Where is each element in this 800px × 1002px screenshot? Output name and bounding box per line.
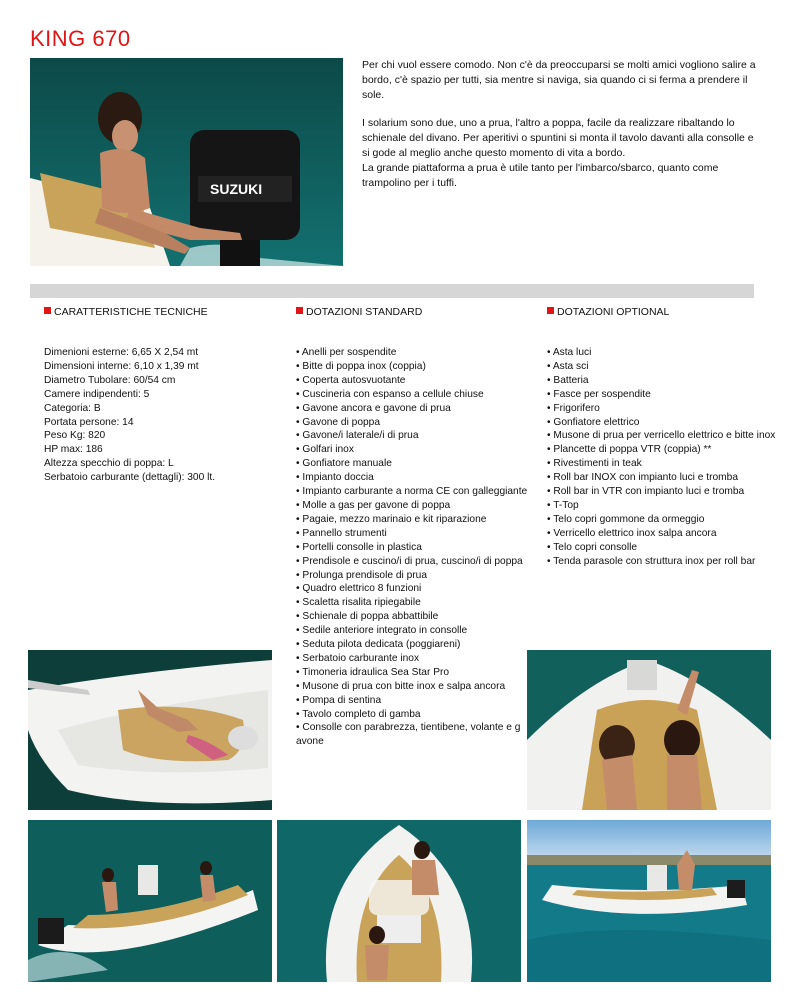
- list-item: HP max: 186: [44, 444, 103, 456]
- list-item: • Tavolo completo di gamba: [296, 708, 421, 720]
- list-item: • Plancette di poppa VTR (coppia) **: [547, 444, 712, 456]
- list-item: • Musone di prua con bitte inox e salpa ancora: [296, 680, 506, 692]
- list-item: Serbatoio carburante (dettagli): 300 lt.: [44, 472, 216, 484]
- list-item: • Telo copri gommone da ormeggio: [547, 513, 705, 525]
- list-item: • Rivestimenti in teak: [547, 458, 642, 470]
- list-item: • Anelli per sospendite: [296, 347, 397, 358]
- intro-paragraph-2: I solarium sono due, uno a prua, l'altro a poppa, facile da realizzare ribaltando lo schienale del divano. Per aperitivi o spuntini si monta il tavolo davanti alla consolle e si gode al meglio anche questo momento di vita a bordo.: [362, 117, 754, 159]
- list-item: • Prolunga prendisole di prua: [296, 569, 427, 581]
- list-item: Diametro Tubolare: 60/54 cm: [44, 374, 176, 386]
- standard-list: [296, 346, 527, 749]
- red-square-icon: [44, 307, 51, 314]
- page-title: KING 670: [30, 26, 131, 51]
- list-item: • Batteria: [547, 374, 589, 386]
- list-item: Categoria: B: [44, 402, 101, 414]
- list-item: • Asta sci: [547, 360, 589, 372]
- optional-header: [547, 306, 669, 318]
- list-item: • Coperta autosvuotante: [296, 374, 406, 386]
- list-item: • Pannello strumenti: [296, 527, 387, 539]
- list-item: avone: [296, 736, 324, 748]
- list-item: • Roll bar in VTR con impianto luci e tromba: [547, 486, 745, 498]
- boat-cruising-photo: [28, 820, 272, 982]
- list-item: • Gavone di poppa: [296, 416, 380, 428]
- list-item: • T-Top: [547, 499, 579, 511]
- list-item: • Sedile anteriore integrato in consolle: [296, 625, 468, 637]
- list-item: • Seduta pilota dedicata (poggiareni): [296, 639, 461, 651]
- list-item: • Roll bar INOX con impianto luci e tromba: [547, 472, 738, 484]
- list-item: • Consolle con parabrezza, tientibene, volante e g: [296, 722, 521, 734]
- list-item: • Golfari inox: [296, 444, 354, 456]
- standard-title: DOTAZIONI STANDARD: [306, 306, 423, 318]
- list-item: • Quadro elettrico 8 funzioni: [296, 583, 422, 595]
- list-item: • Scaletta risalita ripiegabile: [296, 597, 421, 609]
- list-item: Dimenioni esterne: 6,65 X 2,54 mt: [44, 347, 199, 358]
- list-item: • Frigorifero: [547, 402, 600, 414]
- list-item: • Verricello elettrico inox salpa ancora: [547, 527, 717, 539]
- list-item: Peso Kg: 820: [44, 430, 106, 442]
- list-item: • Asta luci: [547, 347, 592, 358]
- list-item: • Molle a gas per gavone di poppa: [296, 499, 451, 511]
- list-item: • Bitte di poppa inox (coppia): [296, 360, 426, 372]
- list-item: • Schienale di poppa abbattibile: [296, 611, 439, 623]
- red-square-icon: [547, 307, 554, 314]
- list-item: • Gonfiatore manuale: [296, 458, 392, 470]
- list-item: Dimensioni interne: 6,10 x 1,39 mt: [44, 360, 199, 372]
- list-item: • Gavone ancora e gavone di prua: [296, 402, 451, 414]
- list-item: • Pagaie, mezzo marinaio e kit riparazione: [296, 513, 487, 525]
- list-item: • Gavone/i laterale/i di prua: [296, 430, 419, 442]
- list-item: • Cuscineria con espanso a cellule chiuse: [296, 388, 484, 400]
- list-item: Altezza specchio di poppa: L: [44, 458, 174, 470]
- list-item: • Timoneria idraulica Sea Star Pro: [296, 666, 450, 678]
- list-item: • Impianto carburante a norma CE con galleggiante: [296, 486, 528, 498]
- list-item: Portata persone: 14: [44, 416, 134, 428]
- tech-list: [44, 346, 215, 485]
- list-item: • Gonfiatore elettrico: [547, 416, 640, 428]
- list-item: • Prendisole e cuscino/i di prua, cuscino/i di poppa: [296, 555, 523, 567]
- list-item: • Pompa di sentina: [296, 694, 382, 706]
- tech-header: [44, 306, 208, 318]
- boat-coast-photo: [527, 820, 771, 982]
- motor-brand-text: SUZUKI: [210, 181, 263, 197]
- list-item: • Serbatoio carburante inox: [296, 652, 420, 664]
- list-item: • Portelli consolle in plastica: [296, 541, 422, 553]
- hero-photo: [30, 58, 343, 266]
- two-women-bow-photo: [527, 650, 771, 810]
- intro-paragraph-1: Per chi vuol essere comodo. Non c'è da preoccuparsi se molti amici vogliono salire a bordo, c'è spazio per tutti, sia mentre si naviga, sia quando ci si ferma a prendere il sole.: [362, 59, 756, 101]
- list-item: • Impianto doccia: [296, 472, 374, 484]
- list-item: Camere indipendenti: 5: [44, 388, 150, 400]
- list-item: • Telo copri consolle: [547, 541, 638, 553]
- optional-list: [547, 346, 775, 569]
- intro-paragraph-3: La grande piattaforma a prua è utile tanto per l'imbarco/sbarco, quanto come trampolino per i tuffi.: [362, 162, 719, 189]
- optional-title: DOTAZIONI OPTIONAL: [557, 306, 670, 318]
- standard-header: [296, 306, 422, 318]
- intro-text: [362, 58, 762, 204]
- list-item: • Fasce per sospendite: [547, 388, 651, 400]
- red-square-icon: [296, 307, 303, 314]
- boat-bow-photo: [28, 650, 272, 810]
- tech-title: CARATTERISTICHE TECNICHE: [54, 306, 208, 318]
- divider-bar: [30, 284, 754, 298]
- list-item: • Tenda parasole con struttura inox per roll bar: [547, 555, 756, 567]
- boat-top-view-photo: [277, 820, 521, 982]
- list-item: • Musone di prua per verricello elettrico e bitte inox: [547, 430, 776, 442]
